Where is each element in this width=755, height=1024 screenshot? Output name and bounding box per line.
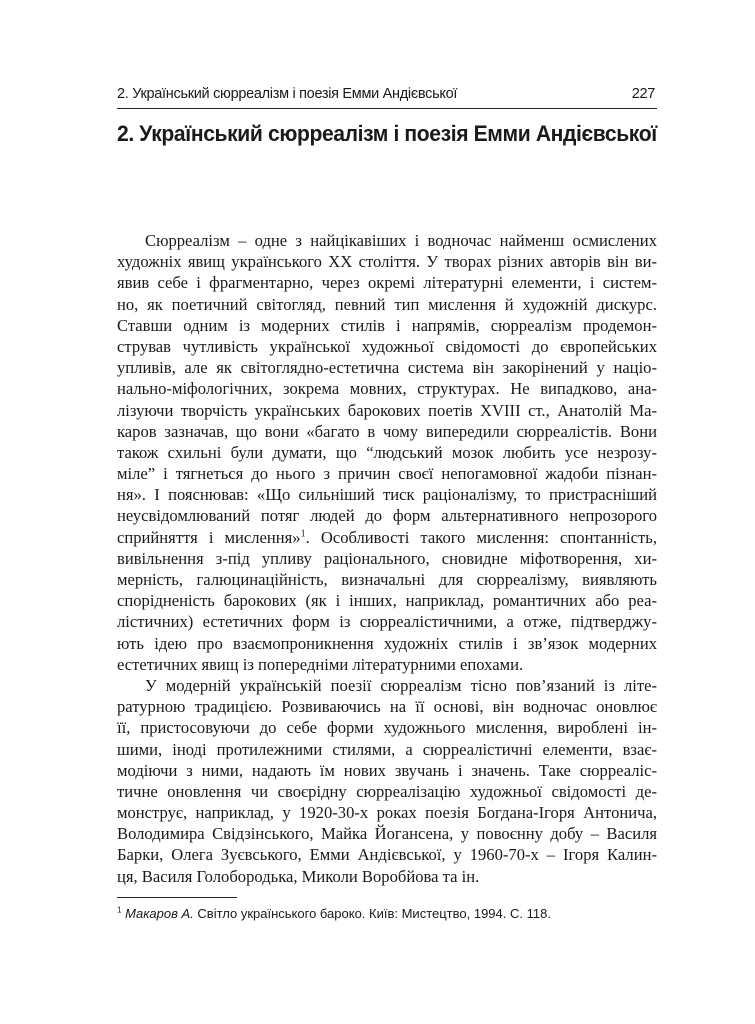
text-line: вивільнення з-під упливу раціонального, сновидне міфотворення, хи- <box>117 548 657 568</box>
text-line: каров зазначав, що вони «багато в чому випередили сюрреалістів. Вони <box>117 421 657 441</box>
text-line: ратурною традицією. Розвиваючись на її основі, він водночас оновлює <box>117 697 657 717</box>
text-line: Володимира Свідзінського, Майка Йогансена, у повоєнну добу – Василя <box>117 824 657 844</box>
text-line: модіючи з ними, надають їм нових звучань і значень. Таке сюрреаліс- <box>117 760 657 780</box>
paragraph-2 <box>117 675 657 887</box>
text-fragment: сприйняття і мислення» <box>117 527 301 547</box>
running-header <box>117 86 657 109</box>
text-line: лістичних) естетичних форм із сюрреалістичними, а отже, підтверджу- <box>117 612 657 632</box>
text-line: естетичних явищ із попередніми літературними епохами. <box>117 654 524 674</box>
text-line: її, пристосовуючи до себе форми художнього мислення, вироблені ін- <box>117 718 657 738</box>
text-line: У модерній українській поезії сюрреалізм тісно пов’язаний із літе- <box>145 675 657 695</box>
text-line: неусвідомлюваний потяг людей до форм альтернативного непрозорого <box>117 506 657 526</box>
footnote-divider <box>117 897 237 898</box>
text-line: Ставши одним із модерних стилів і напрямів, сюрреалізм продемон- <box>117 315 657 335</box>
text-line: Барки, Олега Зуєвського, Емми Андієвської, у 1960-70-х – Ігоря Калин- <box>117 845 657 865</box>
text-line: мерність, галюцинаційність, визначальні для сюрреалізму, виявляють <box>117 570 657 589</box>
text-line: також схильні були думати, що “людський мозок любить усе незрозу- <box>117 442 657 462</box>
footnote <box>117 906 657 922</box>
text-line: нально-міфологічних, зокрема мовних, структурах. Не випадково, ана- <box>117 379 657 399</box>
text-line: ця, Василя Голобородька, Миколи Воробйова та ін. <box>117 866 480 886</box>
text-line: спорідненість барокових (як і інших, наприклад, романтичних або реа- <box>117 591 657 611</box>
footnote-text: Світло українського бароко. Київ: Мистецтво, 1994. С. 118. <box>193 906 551 921</box>
text-line: монструє, наприклад, у 1920-30-х роках поезія Богдана-Ігоря Антонича, <box>117 803 657 823</box>
text-line: ють ідею про взаємопроникнення художніх стилів і зв’язок модерних <box>117 633 657 653</box>
text-fragment: . Особливості такого мислення: спонтанність, <box>305 527 657 547</box>
text-line: художніх явищ українського ХХ століття. У творах різних авторів він ви- <box>117 252 657 272</box>
text-line: лізуючи творчість українських барокових поетів XVIII ст., Анатолій Ма- <box>117 400 657 420</box>
text-line: стрував чутливість української художньої свідомості до європейських <box>117 336 657 356</box>
text-line: шими, іноді протилежними стилями, а сюрреалістичні елементи, взає- <box>117 739 657 759</box>
footnote-reference[interactable]: 1 <box>300 528 306 540</box>
text-line: но, як поетичний світогляд, певний тип мислення й художній дискурс. <box>117 294 657 314</box>
paragraph-1 <box>117 230 657 675</box>
text-line: тичне оновлення чи своєрідну сюрреалізацію художньої свідомості де- <box>117 781 657 801</box>
running-header-title: 2. Український сюрреалізм і поезія Емми Андієвської <box>117 86 458 102</box>
footnote-marker: 1 <box>117 905 122 915</box>
page-number: 227 <box>631 86 655 102</box>
text-line: Сюрреалізм – одне з найцікавіших і водночас найменш осмислених <box>145 231 657 250</box>
text-line: явив себе і фрагментарно, через окремі літературні елементи, і систем- <box>117 273 657 293</box>
chapter-title: 2. Український сюрреалізм і поезія Емми Андієвської <box>117 121 657 146</box>
text-line: ня». І пояснював: «Що сильніший тиск раціоналізму, то пристрасніший <box>117 485 657 505</box>
footnote-author: Макаров А. <box>125 906 194 921</box>
text-line: упливів, але як світоглядно-естетична система він закорінений у націо- <box>117 358 657 378</box>
text-line-with-footnote <box>117 527 657 548</box>
body-text <box>117 230 657 887</box>
text-line: міле” і тягнеться до нього з причин своєї непогамовної жадоби пізнан- <box>117 464 657 484</box>
